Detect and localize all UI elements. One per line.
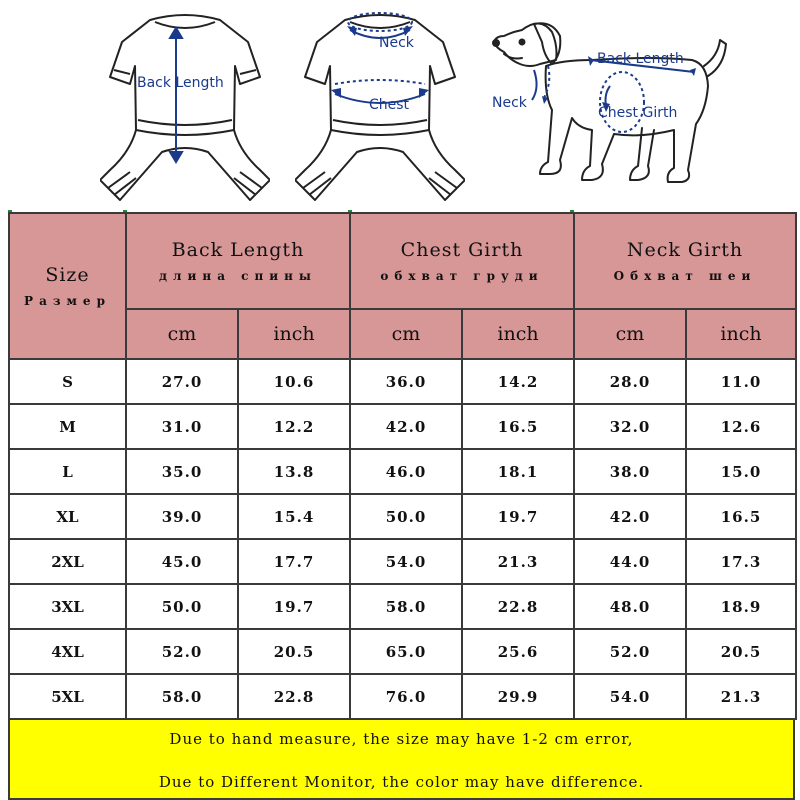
unit-header-row bbox=[9, 309, 796, 359]
value-cell: 50.0 bbox=[350, 494, 462, 539]
value-cell: 52.0 bbox=[126, 629, 238, 674]
value-cell: 10.6 bbox=[238, 359, 350, 404]
value-cell: 14.2 bbox=[462, 359, 574, 404]
value-cell: 58.0 bbox=[126, 674, 238, 719]
value-cell: 12.2 bbox=[238, 404, 350, 449]
value-cell: 16.5 bbox=[462, 404, 574, 449]
value-cell: 36.0 bbox=[350, 359, 462, 404]
value-cell: 11.0 bbox=[686, 359, 796, 404]
size-cell: L bbox=[9, 449, 126, 494]
unit-cell: inch bbox=[686, 309, 796, 359]
size-cell: 4XL bbox=[9, 629, 126, 674]
value-cell: 76.0 bbox=[350, 674, 462, 719]
table-row bbox=[9, 494, 796, 539]
group-label: Neck Girth bbox=[626, 239, 744, 261]
size-chart-table bbox=[8, 212, 797, 720]
value-cell: 54.0 bbox=[350, 539, 462, 584]
neck-label: Neck bbox=[379, 35, 414, 51]
back-length-label: Back Length bbox=[137, 75, 224, 91]
value-cell: 22.8 bbox=[238, 674, 350, 719]
value-cell: 32.0 bbox=[574, 404, 686, 449]
value-cell: 15.0 bbox=[686, 449, 796, 494]
value-cell: 17.7 bbox=[238, 539, 350, 584]
dog-neck-label: Neck bbox=[492, 95, 527, 111]
table-row bbox=[9, 404, 796, 449]
value-cell: 22.8 bbox=[462, 584, 574, 629]
table-row bbox=[9, 449, 796, 494]
value-cell: 19.7 bbox=[462, 494, 574, 539]
value-cell: 42.0 bbox=[350, 404, 462, 449]
table-row bbox=[9, 629, 796, 674]
value-cell: 44.0 bbox=[574, 539, 686, 584]
value-cell: 28.0 bbox=[574, 359, 686, 404]
unit-cell: cm bbox=[574, 309, 686, 359]
value-cell: 12.6 bbox=[686, 404, 796, 449]
table-row bbox=[9, 584, 796, 629]
size-header-ru: Размер bbox=[24, 294, 111, 308]
size-cell: S bbox=[9, 359, 126, 404]
table-row bbox=[9, 674, 796, 719]
size-cell: XL bbox=[9, 494, 126, 539]
value-cell: 58.0 bbox=[350, 584, 462, 629]
value-cell: 20.5 bbox=[686, 629, 796, 674]
value-cell: 65.0 bbox=[350, 629, 462, 674]
size-header-cell bbox=[9, 213, 126, 359]
chest-girth-group bbox=[350, 213, 574, 309]
size-cell: M bbox=[9, 404, 126, 449]
table-header-row bbox=[9, 213, 796, 309]
disclaimer-box bbox=[8, 718, 795, 800]
size-cell: 5XL bbox=[9, 674, 126, 719]
table-row bbox=[9, 539, 796, 584]
group-label-ru: длина спины bbox=[159, 269, 317, 283]
group-label-ru: Обхват шеи bbox=[613, 269, 757, 283]
value-cell: 45.0 bbox=[126, 539, 238, 584]
table-row bbox=[9, 359, 796, 404]
value-cell: 21.3 bbox=[462, 539, 574, 584]
table-body bbox=[9, 359, 796, 719]
neck-girth-group bbox=[574, 213, 796, 309]
size-cell: 3XL bbox=[9, 584, 126, 629]
value-cell: 27.0 bbox=[126, 359, 238, 404]
size-cell: 2XL bbox=[9, 539, 126, 584]
value-cell: 25.6 bbox=[462, 629, 574, 674]
value-cell: 48.0 bbox=[574, 584, 686, 629]
disclaimer-line-2: Due to Different Monitor, the color may have difference. bbox=[158, 773, 645, 791]
group-label: Back Length bbox=[171, 239, 305, 261]
value-cell: 31.0 bbox=[126, 404, 238, 449]
value-cell: 46.0 bbox=[350, 449, 462, 494]
value-cell: 42.0 bbox=[574, 494, 686, 539]
dog-back-length-label: Back Length bbox=[597, 51, 684, 67]
measurement-illustrations bbox=[0, 0, 800, 210]
value-cell: 38.0 bbox=[574, 449, 686, 494]
value-cell: 15.4 bbox=[238, 494, 350, 539]
value-cell: 16.5 bbox=[686, 494, 796, 539]
value-cell: 18.1 bbox=[462, 449, 574, 494]
garment-back-view bbox=[100, 2, 270, 207]
value-cell: 39.0 bbox=[126, 494, 238, 539]
value-cell: 17.3 bbox=[686, 539, 796, 584]
unit-cell: cm bbox=[126, 309, 238, 359]
back-length-group bbox=[126, 213, 350, 309]
value-cell: 18.9 bbox=[686, 584, 796, 629]
size-header: Size bbox=[45, 264, 90, 286]
dog-chest-girth-label: Chest Girth bbox=[598, 105, 678, 121]
value-cell: 20.5 bbox=[238, 629, 350, 674]
value-cell: 50.0 bbox=[126, 584, 238, 629]
group-label-ru: обхват груди bbox=[380, 269, 544, 283]
unit-cell: inch bbox=[462, 309, 574, 359]
value-cell: 21.3 bbox=[686, 674, 796, 719]
value-cell: 54.0 bbox=[574, 674, 686, 719]
value-cell: 52.0 bbox=[574, 629, 686, 674]
unit-cell: cm bbox=[350, 309, 462, 359]
group-label: Chest Girth bbox=[400, 239, 524, 261]
value-cell: 19.7 bbox=[238, 584, 350, 629]
value-cell: 35.0 bbox=[126, 449, 238, 494]
disclaimer-line-1: Due to hand measure, the size may have 1-2 cm error, bbox=[169, 730, 634, 748]
value-cell: 29.9 bbox=[462, 674, 574, 719]
chest-label: Chest bbox=[369, 97, 410, 113]
value-cell: 13.8 bbox=[238, 449, 350, 494]
unit-cell: inch bbox=[238, 309, 350, 359]
